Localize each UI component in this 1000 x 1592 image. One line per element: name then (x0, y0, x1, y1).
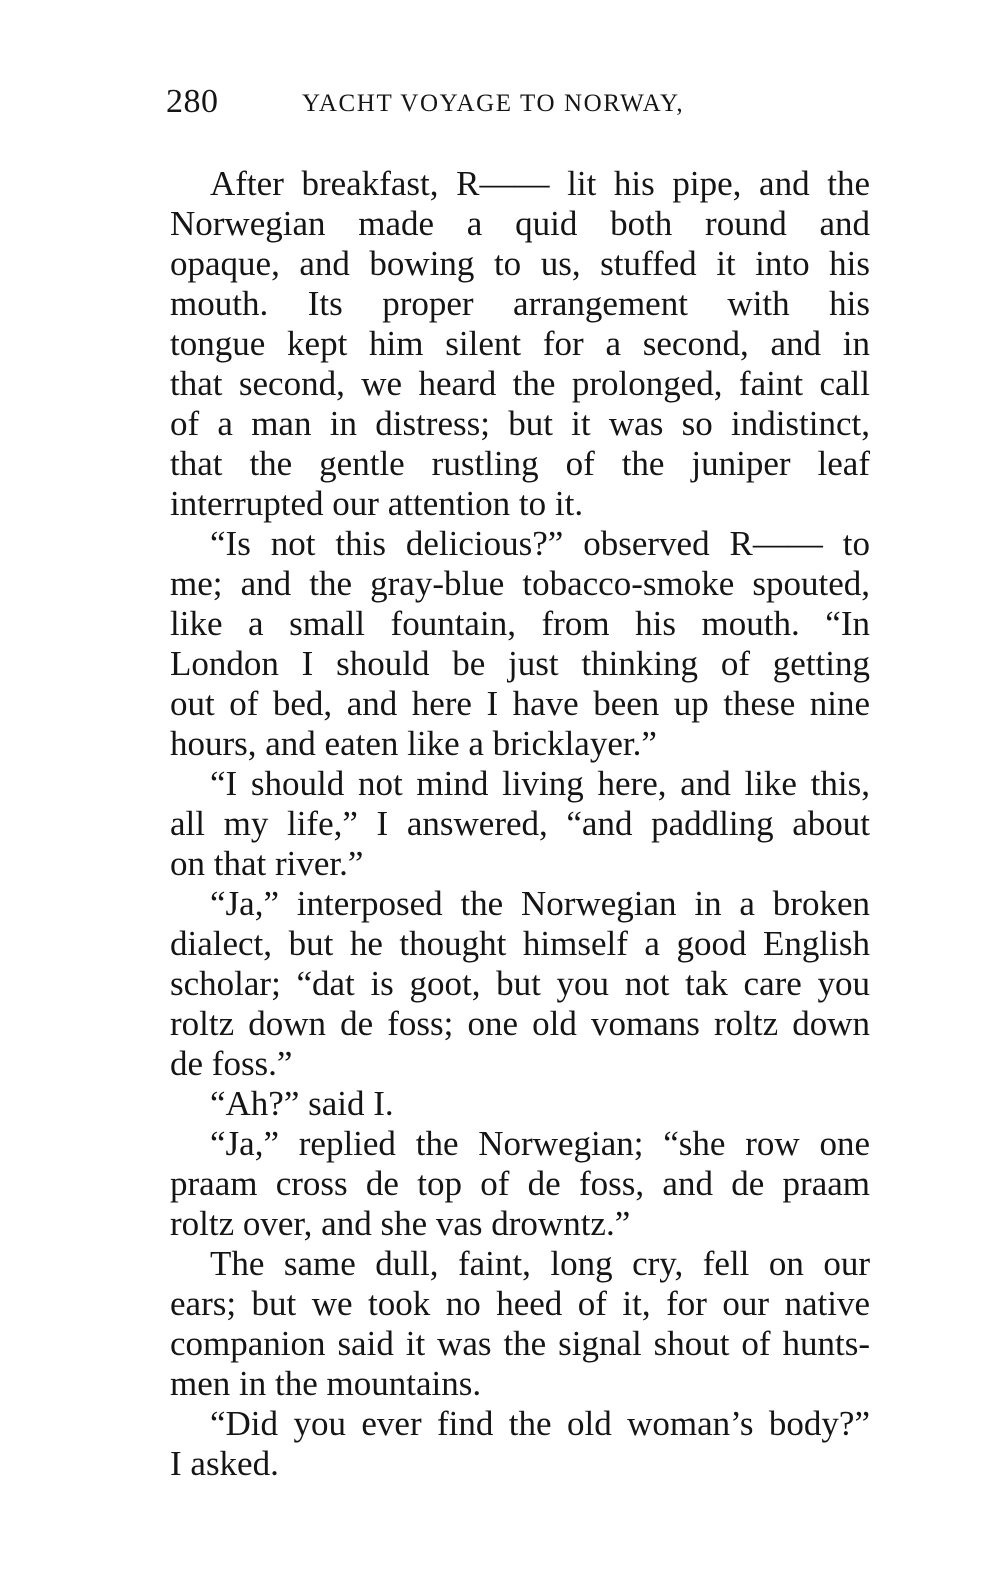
text-line: me; and the gray-blue tobacco-smoke spouted, (170, 564, 870, 603)
text-line: out of bed, and here I have been up these nine (170, 684, 870, 723)
text-line: London I should be just thinking of getting (170, 644, 870, 683)
text-line: all my life,” I answered, “and paddling about (170, 804, 870, 843)
text-line: After breakfast, R—— lit his pipe, and the (210, 164, 870, 203)
text-line: on that river.” (170, 844, 364, 883)
text-line: hours, and eaten like a bricklayer.” (170, 724, 657, 763)
page-number: 280 (166, 83, 219, 120)
text-line: “Ja,” replied the Norwegian; “she row one (210, 1124, 870, 1163)
text-line: “Is not this delicious?” observed R—— to (210, 524, 870, 563)
text-line: ears; but we took no heed of it, for our native (170, 1284, 870, 1323)
running-head: YACHT VOYAGE TO NORWAY, (302, 90, 685, 117)
text-line: The same dull, faint, long cry, fell on our (210, 1244, 870, 1283)
text-line: roltz down de foss; one old vomans roltz down (170, 1004, 870, 1043)
text-line: dialect, but he thought himself a good English (170, 924, 870, 963)
text-line: “Ja,” interposed the Norwegian in a broken (210, 884, 870, 923)
text-line: interrupted our attention to it. (170, 484, 584, 523)
body-text (170, 164, 870, 1484)
text-line: mouth. Its proper arrangement with his (170, 284, 870, 323)
text-line: “Did you ever find the old woman’s body?” (210, 1404, 870, 1443)
text-line: of a man in distress; but it was so indistinct, (170, 404, 870, 443)
text-line: opaque, and bowing to us, stuffed it into his (170, 244, 870, 283)
text-line: that second, we heard the prolonged, faint call (170, 364, 870, 403)
text-line: scholar; “dat is goot, but you not tak care you (170, 964, 870, 1003)
text-line: tongue kept him silent for a second, and in (170, 324, 870, 363)
text-line: like a small fountain, from his mouth. “In (170, 604, 870, 643)
text-line: praam cross de top of de foss, and de praam (170, 1164, 870, 1203)
text-line: I asked. (170, 1444, 279, 1483)
text-line: companion said it was the signal shout of hunts- (170, 1324, 870, 1363)
text-line: Norwegian made a quid both round and (170, 204, 870, 243)
text-line: roltz over, and she vas drowntz.” (170, 1204, 631, 1243)
text-line: that the gentle rustling of the juniper leaf (170, 444, 870, 483)
text-line: “Ah?” said I. (210, 1084, 394, 1123)
page-header (166, 82, 906, 122)
text-line: “I should not mind living here, and like this, (210, 764, 870, 803)
text-line: de foss.” (170, 1044, 293, 1083)
text-line: men in the mountains. (170, 1364, 482, 1403)
